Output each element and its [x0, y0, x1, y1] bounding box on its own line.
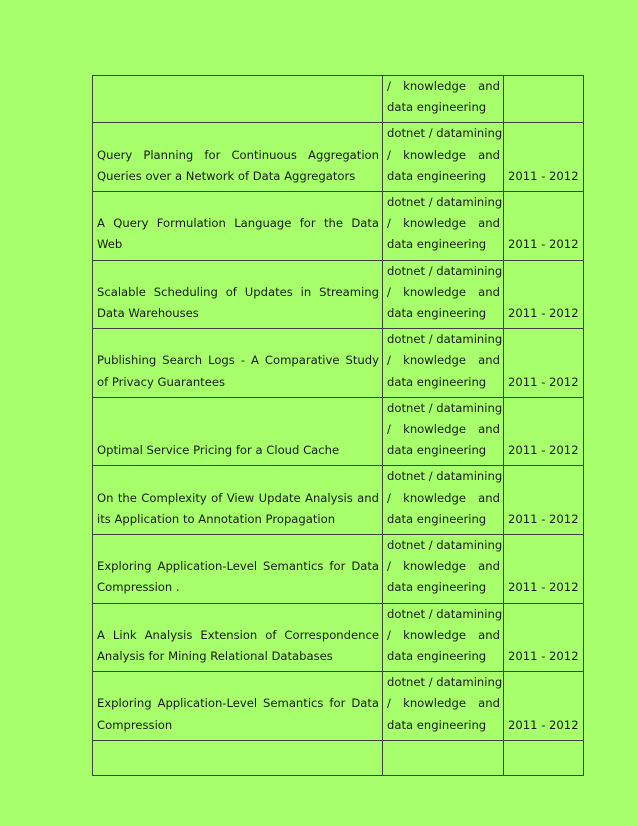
table-row	[93, 740, 584, 775]
technology-line: dotnet / datamining	[387, 606, 503, 621]
technology-line: dotnet / datamining	[387, 675, 503, 690]
technology-line: / knowledge and	[387, 490, 500, 505]
project-title: A Query Formulation Language for the Data Web	[97, 216, 379, 252]
technology-line: / knowledge and	[387, 559, 500, 574]
project-title-cell	[93, 603, 383, 672]
table-row	[93, 397, 584, 466]
technology-cell	[383, 603, 504, 672]
technology-line: / knowledge and	[387, 696, 500, 711]
table-row	[93, 192, 584, 261]
project-title: A Link Analysis Extension of Correspondence Analysis for Mining Relational Databases	[97, 627, 379, 664]
project-year: 2011 - 2012	[508, 237, 579, 252]
technology-line: dotnet / datamining	[387, 538, 503, 553]
project-title: Query Planning for Continuous Aggregation Queries over a Network of Data Aggregators	[97, 147, 379, 183]
year-cell	[504, 260, 584, 329]
technology-line: data engineering	[387, 443, 487, 458]
table-row	[93, 535, 584, 604]
project-year: 2011 - 2012	[508, 511, 579, 526]
technology-line: dotnet / datamining	[387, 469, 503, 484]
year-cell	[504, 466, 584, 535]
year-cell	[504, 397, 584, 466]
project-title: On the Complexity of View Update Analysis and its Application to Annotation Propagation	[97, 490, 379, 526]
technology-line: dotnet / datamining	[387, 126, 503, 141]
project-title-cell	[93, 260, 383, 329]
table-row	[93, 260, 584, 329]
technology-cell	[383, 329, 504, 398]
technology-cell	[383, 260, 504, 329]
project-title-cell	[93, 672, 383, 741]
project-title-cell	[93, 123, 383, 192]
table-row	[93, 123, 584, 192]
technology-line: / knowledge and	[387, 216, 500, 231]
project-year: 2011 - 2012	[508, 168, 579, 183]
technology-cell	[383, 672, 504, 741]
technology-line: data engineering	[387, 717, 487, 732]
year-cell	[504, 123, 584, 192]
technology-cell	[383, 466, 504, 535]
technology-line: data engineering	[387, 237, 487, 252]
table-row	[93, 672, 584, 741]
technology-line: data engineering	[387, 649, 487, 664]
table-row	[93, 603, 584, 672]
table-row	[93, 466, 584, 535]
project-title: Publishing Search Logs - A Comparative Study of Privacy Guarantees	[97, 353, 379, 389]
technology-line: data engineering	[387, 580, 487, 595]
technology-line: / knowledge and	[387, 627, 500, 642]
technology-line: dotnet / datamining	[387, 400, 503, 415]
technology-cell	[383, 192, 504, 261]
project-title-cell	[93, 466, 383, 535]
project-year: 2011 - 2012	[508, 649, 579, 664]
technology-line: data engineering	[387, 100, 487, 115]
year-cell	[504, 672, 584, 741]
project-title-cell	[93, 535, 383, 604]
project-year: 2011 - 2012	[508, 580, 579, 595]
technology-line: data engineering	[387, 306, 487, 321]
technology-line: data engineering	[387, 168, 487, 183]
technology-cell	[383, 740, 504, 775]
project-title-cell	[93, 397, 383, 466]
technology-line: / knowledge and	[387, 284, 500, 299]
technology-line: / knowledge and	[387, 79, 500, 93]
year-cell	[504, 603, 584, 672]
technology-line: dotnet / datamining	[387, 263, 503, 278]
technology-cell	[383, 123, 504, 192]
table-row	[93, 329, 584, 398]
year-cell	[504, 192, 584, 261]
project-title: Exploring Application-Level Semantics for Data Compression	[97, 696, 379, 732]
project-table	[92, 75, 584, 776]
technology-line: dotnet / datamining	[387, 332, 503, 347]
year-cell	[504, 76, 584, 123]
project-title: Scalable Scheduling of Updates in Streaming Data Warehouses	[97, 284, 379, 321]
table-row	[93, 76, 584, 123]
technology-line: / knowledge and	[387, 353, 500, 368]
year-cell	[504, 740, 584, 775]
project-year: 2011 - 2012	[508, 374, 579, 389]
project-table-body	[93, 76, 584, 776]
technology-line: / knowledge and	[387, 422, 500, 437]
year-cell	[504, 535, 584, 604]
project-title-cell	[93, 740, 383, 775]
project-year: 2011 - 2012	[508, 306, 579, 321]
project-title: Optimal Service Pricing for a Cloud Cache	[97, 443, 340, 458]
year-cell	[504, 329, 584, 398]
technology-line: dotnet / datamining	[387, 195, 503, 210]
project-title-cell	[93, 76, 383, 123]
technology-cell	[383, 535, 504, 604]
technology-line: data engineering	[387, 374, 487, 389]
technology-line: data engineering	[387, 511, 487, 526]
technology-line: / knowledge and	[387, 147, 500, 162]
technology-cell	[383, 397, 504, 466]
project-title-cell	[93, 192, 383, 261]
project-year: 2011 - 2012	[508, 443, 579, 458]
project-year: 2011 - 2012	[508, 717, 579, 732]
project-title-cell	[93, 329, 383, 398]
technology-cell	[383, 76, 504, 123]
project-title: Exploring Application-Level Semantics for Data Compression .	[97, 559, 379, 595]
